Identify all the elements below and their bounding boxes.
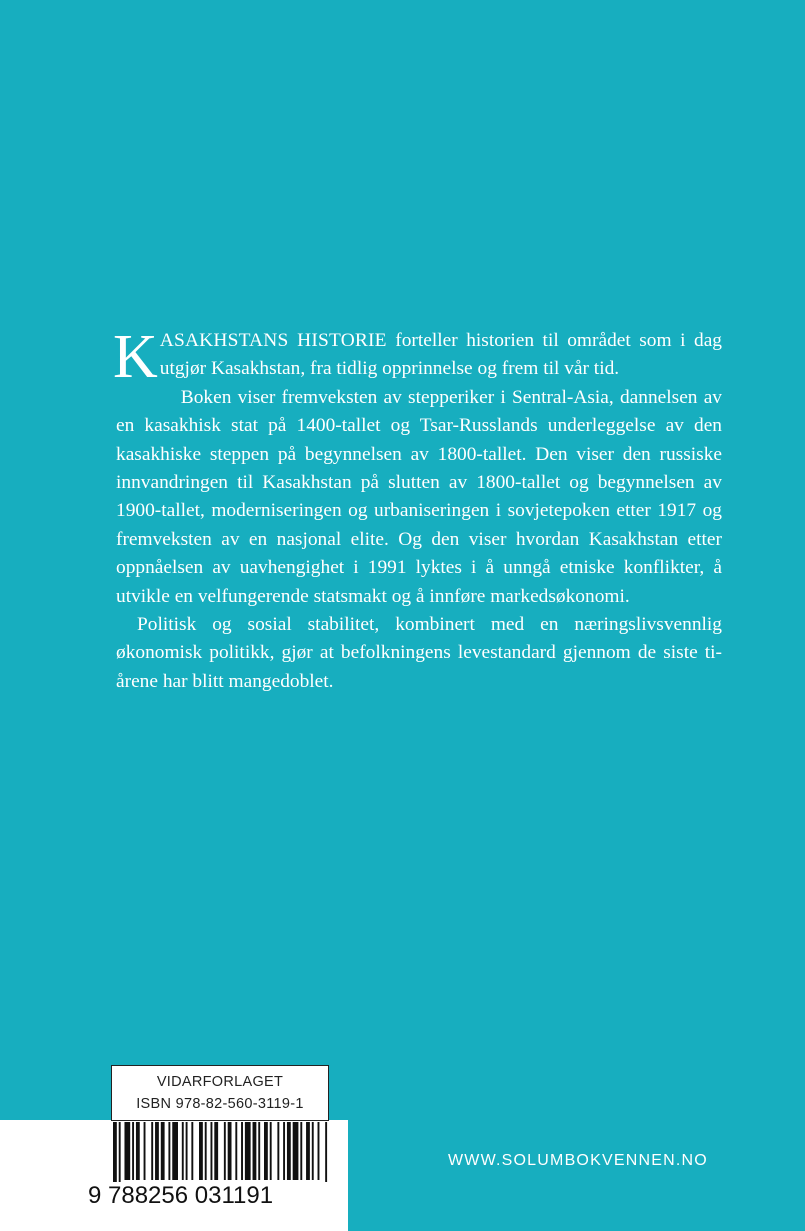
barcode-bar: [199, 1122, 203, 1180]
barcode-bar: [210, 1122, 212, 1180]
blurb-paragraph-3: Politisk og sosial stabilitet, kombinert med en næringslivsvennlig økonomisk politikk, gjør at befolkningens levestandard gjennom de siste ti-årene har blitt mangedoblet.: [116, 614, 722, 692]
book-title-caps: ASAKHSTANS HISTORIE: [159, 330, 387, 351]
isbn-number: ISBN 978-82-560-3119-1: [136, 1096, 304, 1112]
blurb-paragraph-2: Boken viser fremveksten av stepperiker i Sentral-Asia, dannelsen av en kasakhisk stat på 1400-tallet og Tsar-Russlands underleggelse av den kasakhiske steppen på begynnelsen av 1800-tallet. Den viser den russiske innvandringen til Kasakhstan på slutten av 1800-tallet og begynnelsen av 1900-tallet, moderniseringen og urbaniseringen i sovjetepoken etter 1917 og fremveksten av en nasjonal elite. Og den viser hvordan Kasakhstan etter oppnåelsen av uavhengighet i 1991 lyktes i å unngå etniske konflikter, å utvikle en velfungerende statsmakt og å innføre markedsøkonomi.: [116, 386, 722, 607]
barcode-bar: [186, 1122, 188, 1180]
barcode-bar: [172, 1122, 178, 1180]
barcode-bar: [235, 1122, 237, 1180]
barcode-bar: [182, 1122, 184, 1180]
barcode-bar: [191, 1122, 193, 1180]
back-cover-blurb: [113, 323, 722, 696]
barcode-bar: [228, 1122, 232, 1180]
barcode-bar: [270, 1122, 272, 1180]
barcode-bar: [258, 1122, 260, 1180]
barcode-bar: [132, 1122, 134, 1180]
barcode-bar: [264, 1122, 268, 1180]
publisher-website: WWW.SOLUMBOKVENNEN.NO: [448, 1152, 708, 1169]
isbn-box: [111, 1065, 329, 1121]
blurb-paragraph-1-text: forteller historien til området som i dag utgjør Kasakhstan, fra tidlig opprinnelse og frem til vår tid.: [159, 330, 722, 380]
publisher-name: VIDARFORLAGET: [156, 1074, 284, 1090]
barcode-bar: [245, 1122, 251, 1180]
barcode-bar: [119, 1122, 121, 1182]
barcode-bar: [318, 1122, 320, 1180]
blurb-paragraph-1: [113, 323, 722, 391]
barcode-bar: [124, 1122, 130, 1180]
barcode-bar: [293, 1122, 299, 1180]
barcode-bar: [325, 1122, 327, 1182]
barcode-bar: [300, 1122, 302, 1180]
barcode-image: [111, 1122, 331, 1182]
barcode-bar: [205, 1122, 207, 1180]
barcode-bar: [277, 1122, 279, 1180]
barcode-bar: [312, 1122, 314, 1180]
barcode-bar: [155, 1122, 159, 1180]
barcode-bar: [136, 1122, 140, 1180]
barcode-bar: [241, 1122, 243, 1180]
barcode-digits: 9 788256 031191: [88, 1182, 274, 1209]
barcode-bar: [283, 1122, 285, 1180]
barcode-bar: [224, 1122, 226, 1180]
barcode-bar: [306, 1122, 310, 1180]
drop-cap: K: [113, 323, 158, 391]
barcode-bar: [113, 1122, 117, 1182]
barcode-bar: [253, 1122, 257, 1180]
barcode-bar: [287, 1122, 291, 1180]
barcode-bar: [214, 1122, 218, 1180]
barcode-bar: [144, 1122, 146, 1180]
barcode-bar: [151, 1122, 153, 1180]
barcode-bar: [168, 1122, 170, 1180]
barcode-bar: [161, 1122, 165, 1180]
